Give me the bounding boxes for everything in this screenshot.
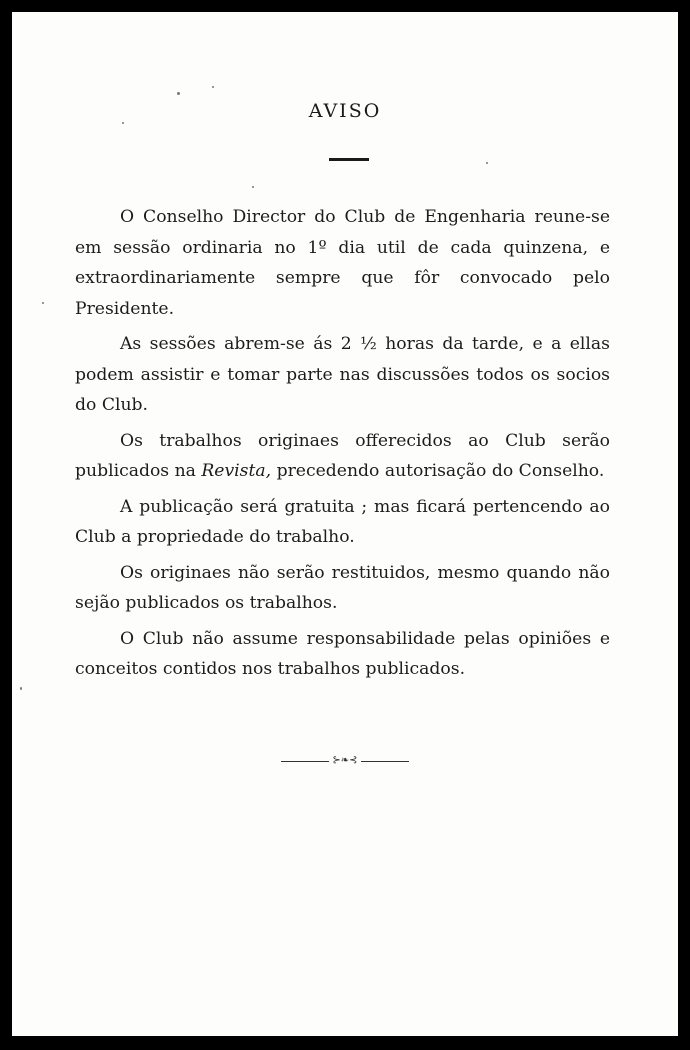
ornament-line-left <box>281 761 329 762</box>
page-title: AVISO <box>308 100 382 122</box>
paragraph-3 <box>75 426 610 487</box>
paragraph-1: O Conselho Director do Club de Engenharia reune-se em sessão ordinaria no 1º dia util de cada quinzena, e extraordinariamente sempre que fôr convocado pelo Presidente. <box>75 207 610 319</box>
paper-speck <box>212 86 214 88</box>
paragraph-3-end: precedendo autorisação do Conselho. <box>271 461 605 481</box>
paragraph-4: A publicação será gratuita ; mas ficará pertencendo ao Club a propriedade do trabalho. <box>75 496 610 547</box>
end-ornament <box>12 756 678 766</box>
document-page <box>12 12 678 1036</box>
paper-speck <box>177 92 180 95</box>
ornament-line-right <box>361 761 409 762</box>
paragraph-3-start: Os trabalhos originaes offerecidos ao Club serão publicados na <box>75 430 610 481</box>
fleuron-icon: ⊱❧⊰ <box>332 755 358 766</box>
notice-body <box>75 202 610 690</box>
paragraph-5: Os originaes não serão restituidos, mesmo quando não sejão publicados os trabalhos. <box>75 562 610 613</box>
paper-speck <box>252 186 254 188</box>
paper-speck <box>42 302 44 304</box>
revista-title: Revista, <box>201 461 272 481</box>
paper-speck <box>122 122 124 124</box>
paper-speck <box>20 687 22 690</box>
paragraph-6: O Club não assume responsabilidade pelas opiniões e conceitos contidos nos trabalhos publicados. <box>75 628 610 679</box>
paper-speck <box>486 162 488 164</box>
title-divider <box>329 158 369 161</box>
paragraph-2: As sessões abrem-se ás 2 ½ horas da tarde, e a ellas podem assistir e tomar parte nas discussões todos os socios do Club. <box>75 334 610 415</box>
